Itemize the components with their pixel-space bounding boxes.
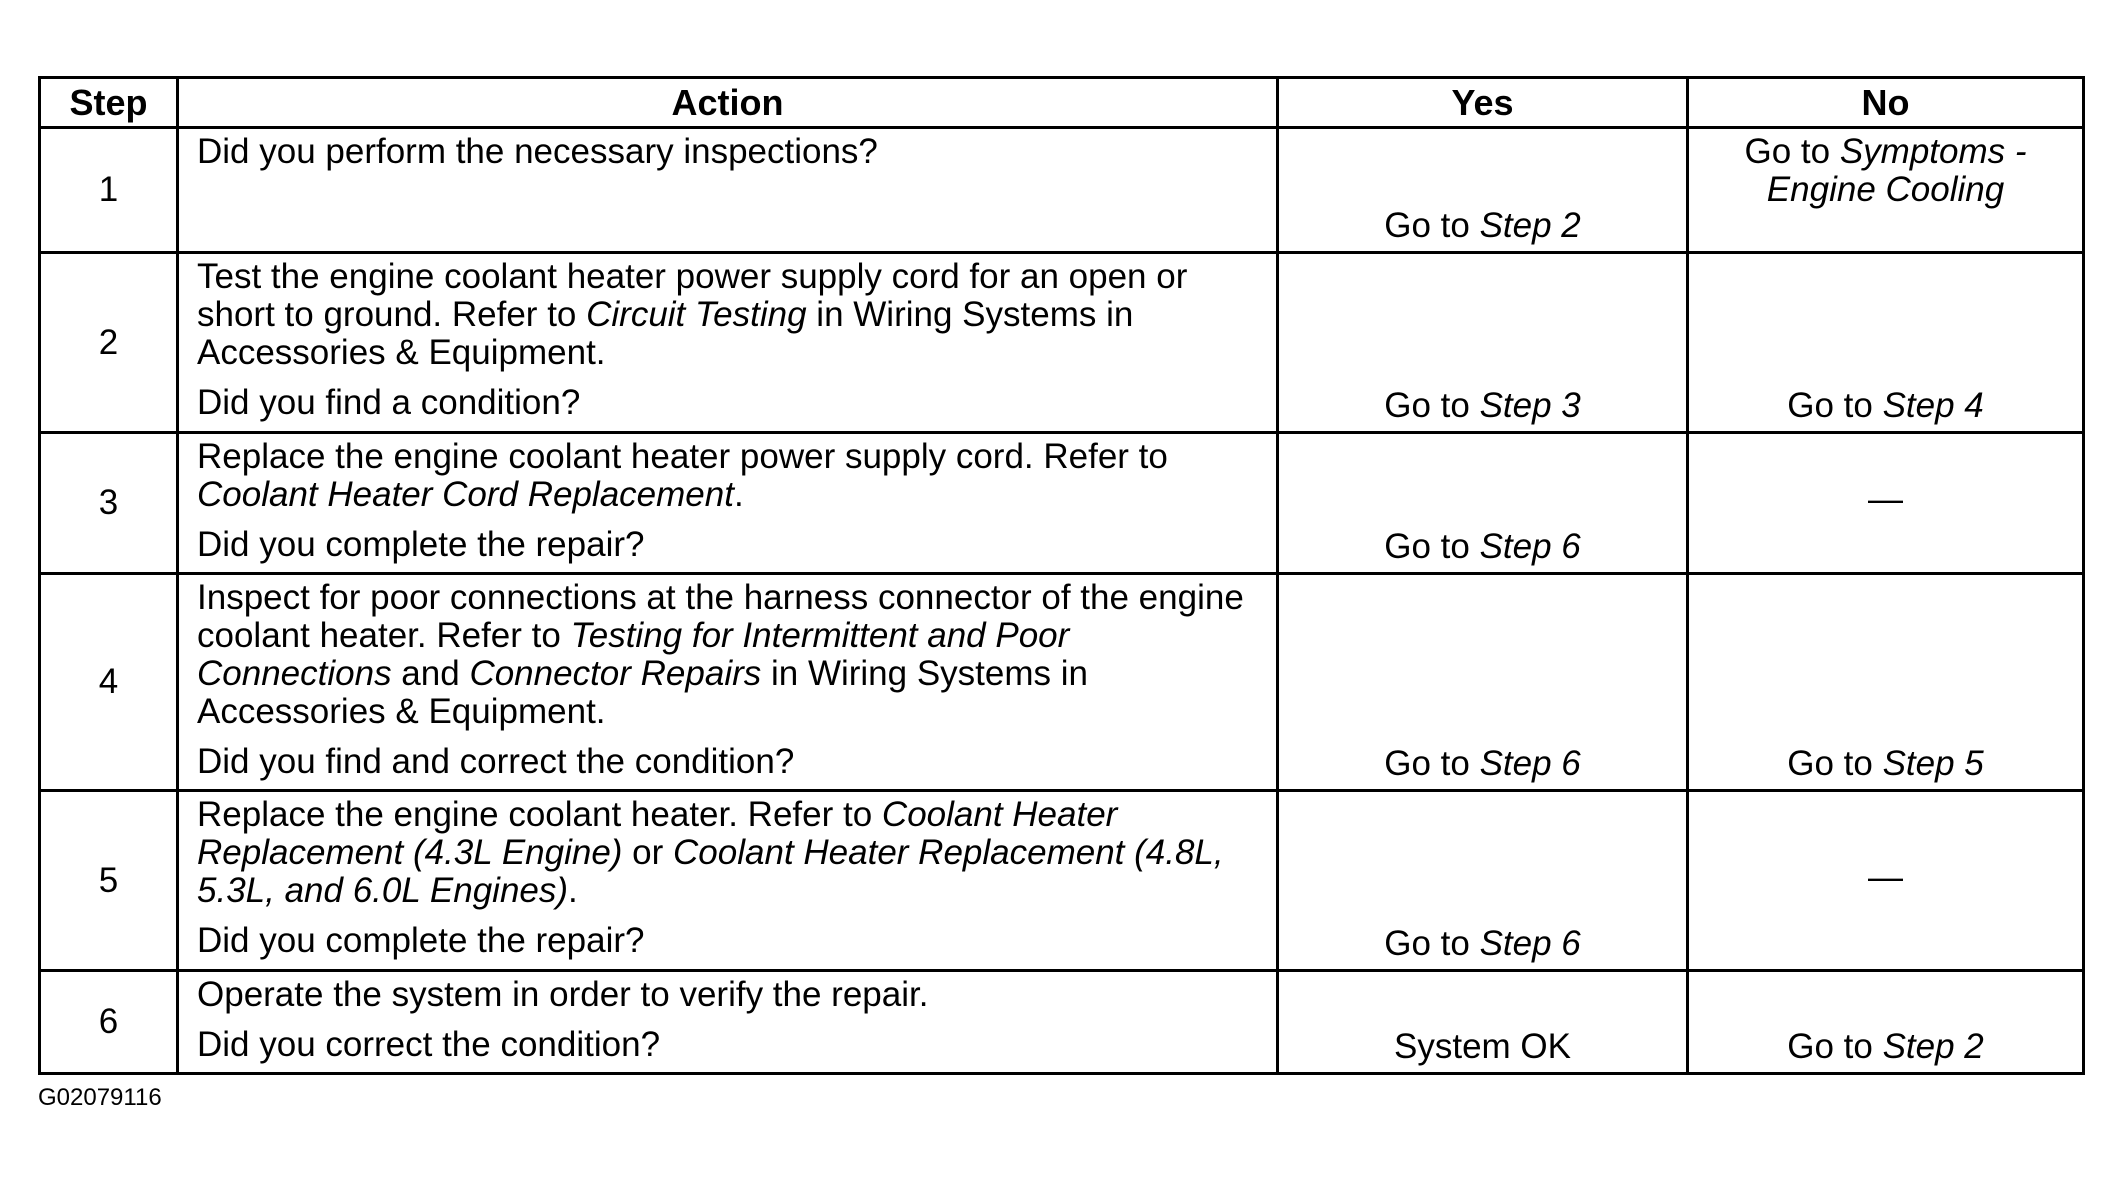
- no-cell: [1688, 253, 2084, 433]
- no-prefix: Go to: [1744, 132, 1840, 171]
- action-text: Did you perform the necessary inspections?: [197, 132, 878, 171]
- step-number: 1: [40, 128, 178, 253]
- action-text: Inspect for poor connections at the harness connector of the engine coolant heater. Refer to: [197, 578, 1244, 655]
- no-symptoms-link[interactable]: Symptoms - Engine Cooling: [1766, 132, 2027, 209]
- no-dash: —: [1868, 857, 1903, 897]
- action-question: Did you find and correct the condition?: [197, 742, 795, 781]
- reference-link[interactable]: Connector Repairs: [469, 654, 762, 693]
- yes-prefix: Go to: [1384, 527, 1480, 566]
- yes-prefix: Go to: [1384, 206, 1480, 245]
- no-cell: [1688, 791, 2084, 971]
- no-cell: [1688, 574, 2084, 791]
- action-text: Replace the engine coolant heater. Refer to: [197, 795, 882, 834]
- action-text: Replace the engine coolant heater power supply cord. Refer to: [197, 437, 1168, 476]
- action-question: Did you complete the repair?: [197, 921, 645, 960]
- yes-cell: [1278, 574, 1688, 791]
- no-cell: [1688, 433, 2084, 574]
- step-number: 3: [40, 433, 178, 574]
- table-row: [40, 253, 2084, 433]
- table-body: [40, 128, 2084, 1074]
- action-question: Did you find a condition?: [197, 383, 581, 422]
- no-prefix: Go to: [1787, 744, 1883, 783]
- header-action: Action: [178, 78, 1278, 128]
- action-text: in Wiring Systems in Accessories & Equipment.: [197, 654, 1088, 731]
- header-no: No: [1688, 78, 2084, 128]
- no-dash: —: [1868, 480, 1903, 519]
- action-cell: [178, 791, 1278, 971]
- no-step-link[interactable]: Step 2: [1882, 1027, 1984, 1066]
- action-description: [197, 579, 1258, 731]
- action-text: in Wiring Systems in Accessories & Equipment.: [197, 295, 1134, 372]
- action-text: .: [733, 475, 744, 514]
- figure-code: G02079116: [38, 1084, 162, 1111]
- yes-prefix: Go to: [1384, 744, 1480, 783]
- table-row: [40, 971, 2084, 1074]
- table-row: [40, 791, 2084, 971]
- no-step-link[interactable]: Step 5: [1882, 744, 1984, 783]
- no-prefix: Go to: [1787, 386, 1883, 425]
- yes-step-link[interactable]: Step 2: [1479, 206, 1581, 245]
- yes-cell: [1278, 791, 1688, 971]
- action-cell: [178, 128, 1278, 253]
- action-text: Test the engine coolant heater power supply cord for an open or short to ground. Refer to: [197, 257, 1188, 334]
- reference-link[interactable]: Circuit Testing: [586, 295, 807, 334]
- reference-link[interactable]: Coolant Heater Cord Replacement: [197, 475, 734, 514]
- action-text: and: [391, 654, 470, 693]
- yes-cell: [1278, 433, 1688, 574]
- step-number: 2: [40, 253, 178, 433]
- action-question: Did you correct the condition?: [197, 1025, 661, 1064]
- action-cell: [178, 971, 1278, 1074]
- diagnostic-table: [38, 76, 2085, 1075]
- action-description: [197, 976, 1258, 1014]
- table-row: [40, 128, 2084, 253]
- action-text: Operate the system in order to verify the repair.: [197, 975, 929, 1014]
- yes-cell: [1278, 253, 1688, 433]
- yes-step-link[interactable]: Step 6: [1479, 744, 1581, 783]
- step-number: 5: [40, 791, 178, 971]
- action-description: [197, 796, 1258, 910]
- action-question: Did you complete the repair?: [197, 525, 645, 564]
- yes-result: System OK: [1394, 1027, 1571, 1066]
- yes-prefix: Go to: [1384, 924, 1480, 963]
- yes-step-link[interactable]: Step 3: [1479, 386, 1581, 425]
- yes-step-link[interactable]: Step 6: [1479, 527, 1581, 566]
- reference-link[interactable]: Testing for Intermittent and Poor Connections: [197, 616, 1070, 693]
- reference-link[interactable]: Coolant Heater Replacement (4.8L, 5.3L, and 6.0L Engines): [197, 833, 1224, 910]
- table-row: [40, 433, 2084, 574]
- action-description: [197, 258, 1258, 372]
- header-step: Step: [40, 78, 178, 128]
- action-cell: [178, 253, 1278, 433]
- action-text: .: [568, 871, 578, 910]
- step-number: 4: [40, 574, 178, 791]
- action-cell: [178, 574, 1278, 791]
- table-row: [40, 574, 2084, 791]
- no-cell: [1688, 971, 2084, 1074]
- reference-link[interactable]: Coolant Heater Replacement (4.3L Engine): [197, 795, 1118, 872]
- action-text: or: [622, 833, 674, 872]
- no-cell: [1688, 128, 2084, 253]
- yes-step-link[interactable]: Step 6: [1479, 924, 1581, 963]
- header-row: [40, 78, 2084, 128]
- header-yes: Yes: [1278, 78, 1688, 128]
- action-cell: [178, 433, 1278, 574]
- step-number: 6: [40, 971, 178, 1074]
- yes-prefix: Go to: [1384, 386, 1480, 425]
- yes-cell: [1278, 128, 1688, 253]
- action-description: [197, 133, 1258, 171]
- no-step-link[interactable]: Step 4: [1882, 386, 1984, 425]
- action-description: [197, 438, 1258, 514]
- yes-cell: [1278, 971, 1688, 1074]
- no-prefix: Go to: [1787, 1027, 1883, 1066]
